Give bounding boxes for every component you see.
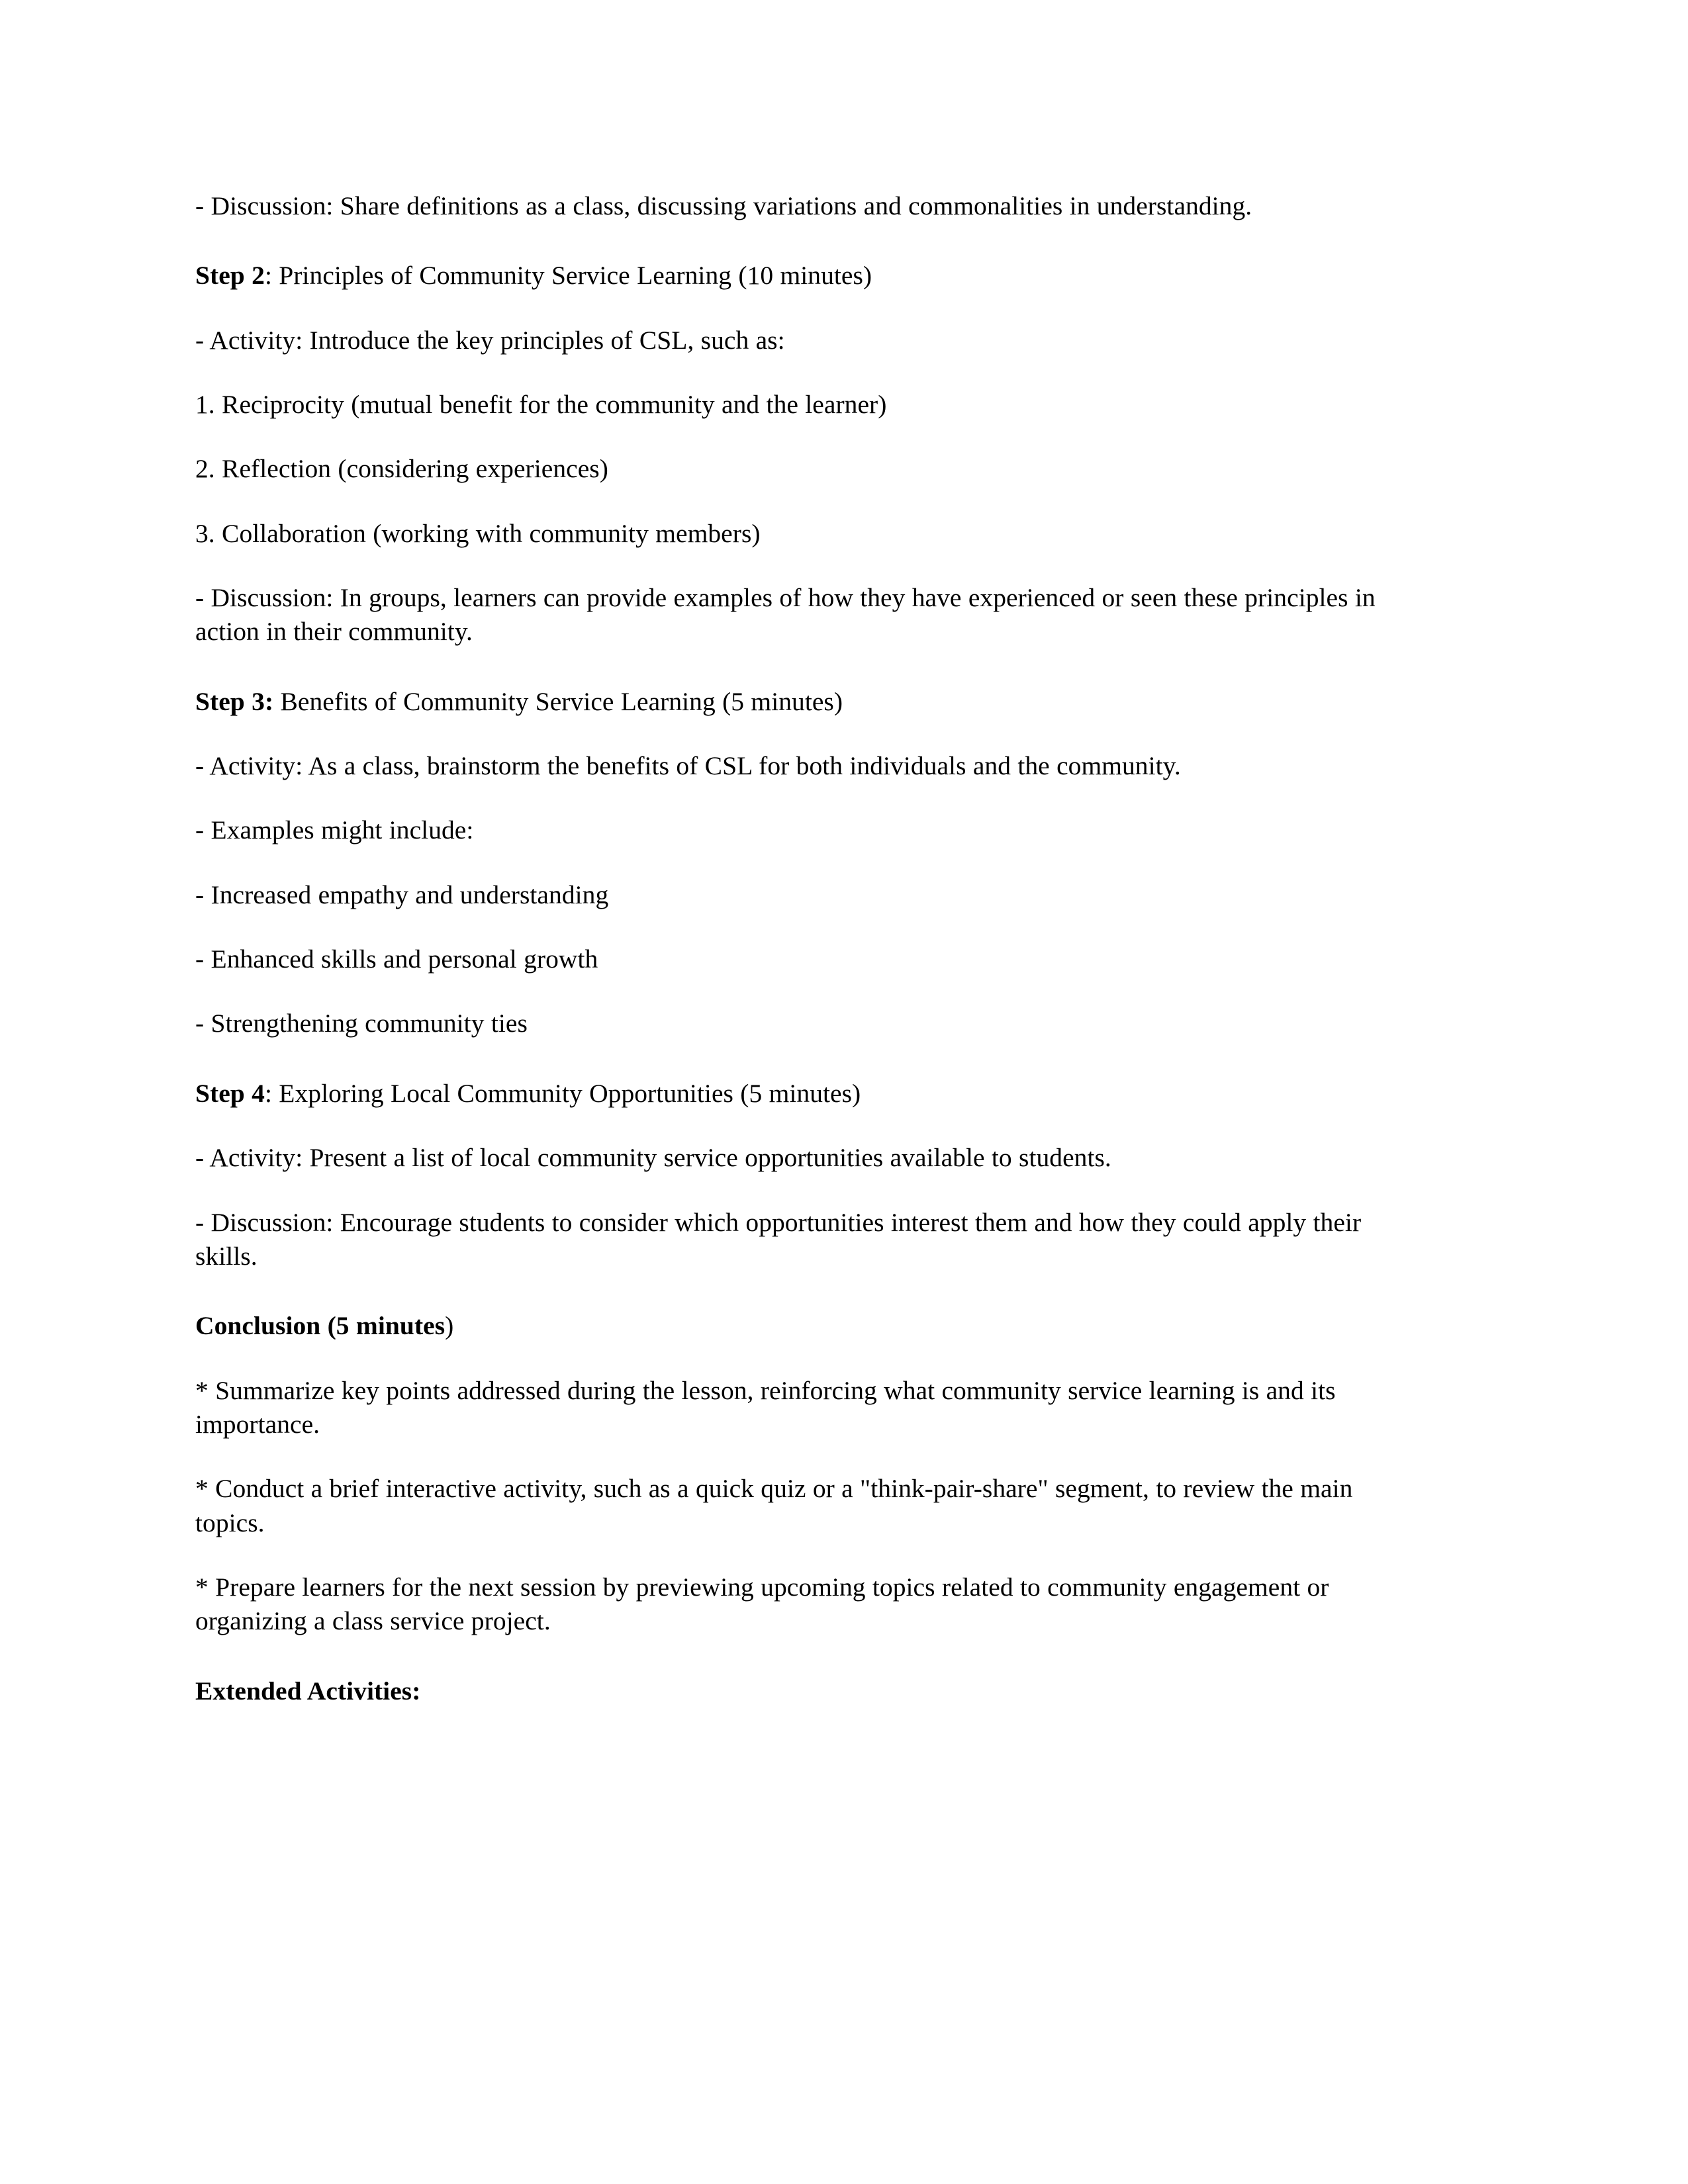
- document-text-column: [195, 189, 1423, 1708]
- heading-step-3: [195, 685, 1423, 719]
- list-item-principle-3: 3. Collaboration (working with community members): [195, 518, 761, 548]
- list-item-conclusion-2: * Conduct a brief interactive activity, such as a quick quiz or a "think-pair-share" segment, to review the main topics.: [195, 1474, 1353, 1537]
- paragraph-step-4-discussion: - Discussion: Encourage students to consider which opportunities interest them and how they could apply their skills.: [195, 1207, 1362, 1271]
- heading-conclusion-label: Conclusion (5 minutes: [195, 1311, 445, 1341]
- heading-step-4-rest: : Exploring Local Community Opportunities (5 minutes): [264, 1078, 861, 1108]
- heading-step-3-label: Step 3:: [195, 686, 274, 716]
- paragraph-step-3-activity: - Activity: As a class, brainstorm the benefits of CSL for both individuals and the community.: [195, 751, 1181, 781]
- list-item-principle-1: 1. Reciprocity (mutual benefit for the community and the learner): [195, 390, 887, 420]
- heading-step-2: [195, 259, 1423, 293]
- heading-extended-activities: Extended Activities:: [195, 1676, 421, 1706]
- list-item-benefit-1: - Increased empathy and understanding: [195, 880, 609, 909]
- heading-conclusion: [195, 1309, 1423, 1343]
- heading-conclusion-rest: ): [445, 1311, 454, 1341]
- list-item-principle-2: 2. Reflection (considering experiences): [195, 454, 608, 484]
- heading-step-4: [195, 1077, 1423, 1111]
- list-item-benefit-2: - Enhanced skills and personal growth: [195, 944, 598, 974]
- heading-step-2-label: Step 2: [195, 261, 265, 291]
- heading-step-3-rest: Benefits of Community Service Learning (5 minutes): [273, 686, 843, 716]
- paragraph-step-2-activity: - Activity: Introduce the key principles of CSL, such as:: [195, 325, 785, 355]
- list-item-benefit-3: - Strengthening community ties: [195, 1009, 528, 1038]
- paragraph-step-3-examples-lead: - Examples might include:: [195, 815, 474, 845]
- list-item-conclusion-3: * Prepare learners for the next session by previewing upcoming topics related to community engagement or organizing a class service project.: [195, 1572, 1329, 1636]
- heading-step-4-label: Step 4: [195, 1078, 265, 1108]
- heading-step-2-rest: : Principles of Community Service Learning (10 minutes): [264, 261, 872, 291]
- list-item-conclusion-1: * Summarize key points addressed during the lesson, reinforcing what community service learning is and its importance.: [195, 1375, 1336, 1439]
- paragraph-step-4-activity: - Activity: Present a list of local community service opportunities available to students.: [195, 1143, 1111, 1173]
- paragraph-discussion-step1: - Discussion: Share definitions as a class, discussing variations and commonalities in understanding.: [195, 191, 1252, 220]
- paragraph-step-2-discussion: - Discussion: In groups, learners can provide examples of how they have experienced or seen these principles in action in their community.: [195, 583, 1376, 647]
